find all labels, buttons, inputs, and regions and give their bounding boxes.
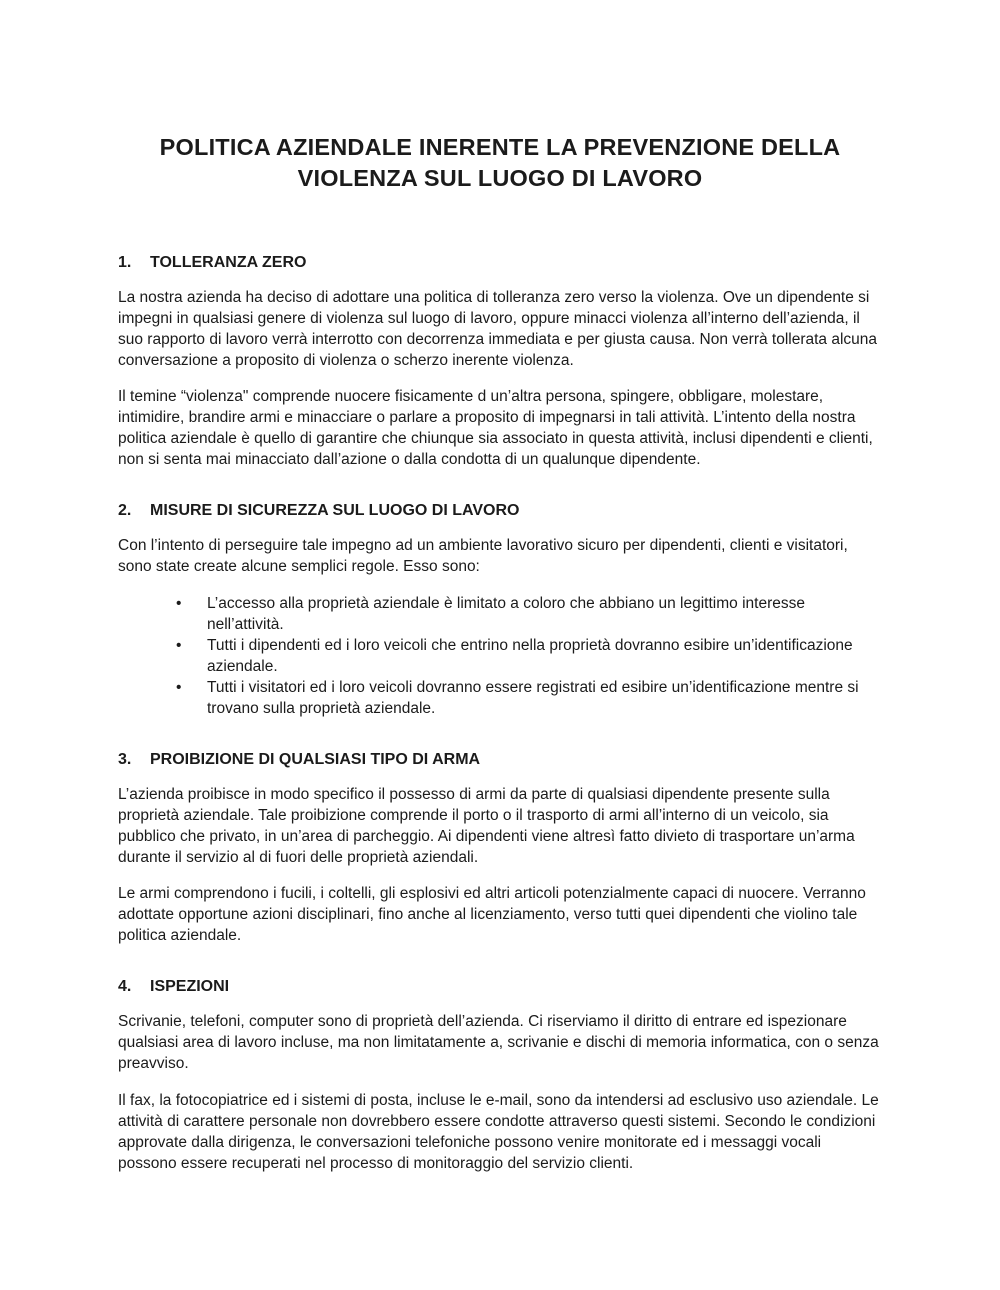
- document-title-line-2: VIOLENZA SUL LUOGO DI LAVORO: [297, 164, 703, 191]
- document-title-line-1: POLITICA AZIENDALE INERENTE LA PREVENZIONE DELLA: [159, 133, 841, 160]
- list-item: [118, 593, 882, 635]
- section-heading-misure-di-sicurezza: [118, 500, 882, 521]
- section-heading-label: TOLLERANZA ZERO: [150, 253, 307, 271]
- section-number: 2.: [118, 502, 132, 520]
- paragraph: Il fax, la fotocopiatrice ed i sistemi di posta, incluse le e-mail, sono da intendersi ad esclusivo uso aziendale. Le attività di carattere personale non dovrebbero essere condotte attraverso questi sistemi. Secondo le condizioni approvate dalla dirigenza, le conversazioni telefoniche possono venire monitorate ed i messaggi vocali possono essere recuperati nel processo di monitoraggio del servizio clienti.: [118, 1091, 879, 1172]
- paragraph: L’azienda proibisce in modo specifico il possesso di armi da parte di qualsiasi dipendente presente sulla proprietà aziendale. Tale proibizione comprende il porto o il trasporto di armi all’interno di un veicolo, sia pubblico che privato, in un’area di parcheggio. Ai dipendenti viene altresì fatto divieto di trasportare un’arma durante il servizio al di fuori delle proprietà aziendali.: [118, 785, 855, 866]
- section-heading-label: MISURE DI SICUREZZA SUL LUOGO DI LAVORO: [150, 502, 520, 520]
- paragraph: Le armi comprendono i fucili, i coltelli, gli esplosivi ed altri articoli potenzialmente capaci di nuocere. Verranno adottate opportune azioni disciplinari, fino anche al licenziamento, verso tutti quei dipendenti che violino tale politica aziendale.: [118, 885, 866, 945]
- paragraph: Con l’intento di perseguire tale impegno ad un ambiente lavorativo sicuro per dipendenti, clienti e visitatori, sono state create alcune semplici regole. Esso sono:: [118, 537, 848, 576]
- section-heading-tolleranza-zero: [118, 252, 882, 273]
- bullet-icon: •: [176, 594, 182, 612]
- section-heading-ispezioni: [118, 976, 882, 997]
- section-heading-label: PROIBIZIONE DI QUALSIASI TIPO DI ARMA: [150, 750, 481, 768]
- section-number: 3.: [118, 750, 132, 768]
- section-heading-proibizione-armi: [118, 749, 882, 770]
- paragraph: La nostra azienda ha deciso di adottare una politica di tolleranza zero verso la violenza. Ove un dipendente si impegni in qualsiasi genere di violenza sul luogo di lavoro, oppure minacci violenza all’interno dell’azienda, il suo rapporto di lavoro verrà interrotto con decorrenza immediata e per giusta causa. Non verrà tollerata alcuna conversazione a proposito di violenza o scherzo inerente violenza.: [118, 288, 878, 369]
- paragraph: Scrivanie, telefoni, computer sono di proprietà dell’azienda. Ci riserviamo il diritto di entrare ed ispezionare qualsiasi area di lavoro incluse, ma non limitatamente a, scrivanie e dischi di memoria informatica, con o senza preavviso.: [118, 1013, 879, 1073]
- list-item: [118, 635, 882, 677]
- list-item-text: Tutti i dipendenti ed i loro veicoli che entrino nella proprietà dovranno esibire un’identificazione aziendale.: [207, 636, 853, 675]
- bullet-list: [118, 593, 882, 719]
- section-number: 1.: [118, 253, 132, 271]
- list-item-text: L’accesso alla proprietà aziendale è limitato a coloro che abbiano un legittimo interesse nell’attività.: [207, 594, 805, 633]
- paragraph: Il temine “violenza" comprende nuocere fisicamente d un’altra persona, spingere, obbligare, molestare, intimidire, brandire armi e minacciare o parlare a proposito di impegnarsi in tali attività. L’intento della nostra politica aziendale è quello di garantire che chiunque sia associato in questa attività, inclusi dipendenti e clienti, non si senta mai minacciato dall’azione o dalla condotta di un qualunque dipendente.: [118, 388, 873, 469]
- list-item-text: Tutti i visitatori ed i loro veicoli dovranno essere registrati ed esibire un’identificazione mentre si trovano sulla proprietà aziendale.: [207, 678, 859, 717]
- document-title: [118, 132, 882, 194]
- list-item: [118, 677, 882, 719]
- bullet-icon: •: [176, 636, 182, 654]
- section-number: 4.: [118, 978, 132, 996]
- bullet-icon: •: [176, 678, 182, 696]
- section-heading-label: ISPEZIONI: [150, 978, 230, 996]
